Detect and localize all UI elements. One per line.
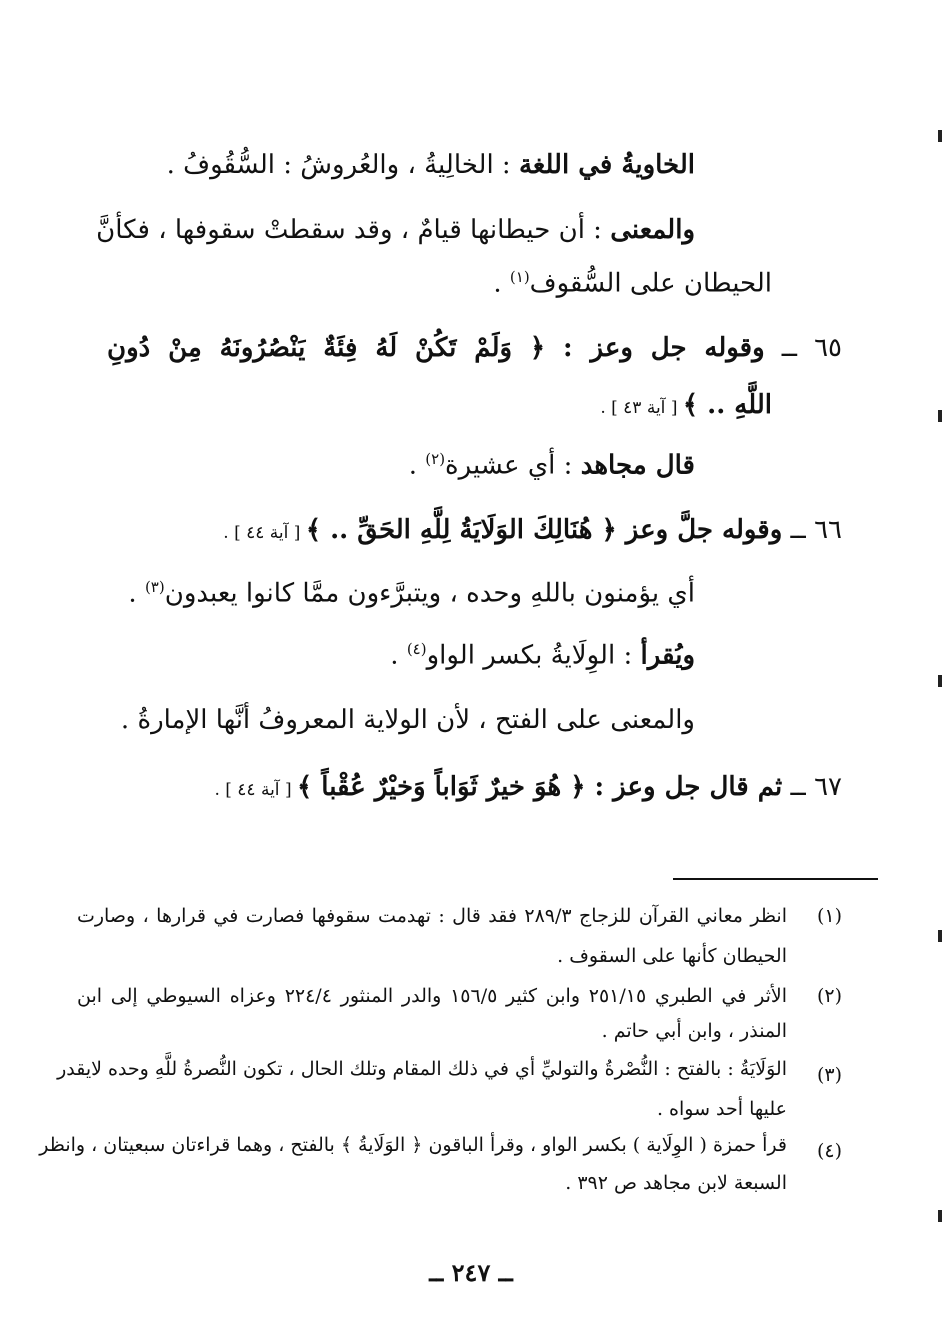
footnote-marker: (١) [816,905,842,927]
verse-entry-67 [214,772,842,802]
footnote-text: المنذر ، وابن أبي حاتم . [601,1020,787,1042]
footnote-2-line-2 [602,1020,787,1042]
meaning-fatha-line [121,705,695,735]
term-heading: الخاويةُ في اللغة [518,150,695,180]
footnote-text: الحيطان كأنها على السقوف . [557,945,787,967]
footnote-marker: (٤) [816,1140,842,1162]
footnote-number-3 [817,1064,842,1086]
footnote-3-line-1 [57,1058,787,1080]
verse-entry-65 [107,333,842,363]
meaning-text: : أن حيطانها قيامٌ ، وقد سقطتْ سقوفها ، فكأنَّ [96,215,611,245]
reading-line [390,640,695,671]
page-number: ــ ٢٤٧ ــ [429,1258,513,1287]
verse-reference: [ آية ٤٤ ] . [223,523,306,543]
footnote-number-1 [817,905,842,927]
footnote-text: السبعة لابن مجاهد ص ٣٩٢ . [565,1172,787,1194]
sentence-end: . [408,450,426,481]
sentence-end: . [128,578,145,609]
entry-number: ٦٥ ــ [764,333,842,363]
scan-edge-mark [938,675,942,687]
meaning-continuation [493,268,772,299]
quran-verse: ثم قال جل وعز : ﴿ هُوَ خيرٌ ثَوَاباً وَخيْرٌ عُقْباً ﴾ [296,772,783,802]
explanation-line [128,578,695,609]
entry-number: ٦٧ ــ [782,772,842,802]
explanation-text: أي يؤمنون باللهِ وحده ، ويتبرَّءون ممَّا كانوا يعبدون [164,578,695,609]
quran-verse-end: اللَّهِ .. ﴾ [682,390,772,420]
verse-reference: [ آية ٤٤ ] . [214,780,297,800]
mujahid-line [409,450,695,481]
footnote-ref-1: (١) [509,268,530,286]
footnote-number-4 [817,1140,842,1162]
meaning-line [96,215,695,245]
footnote-4-line-1 [39,1134,787,1156]
reading-heading: ويُقرأ [640,640,695,671]
scan-edge-mark [938,930,942,942]
footnote-text: انظر معاني القرآن للزجاج ٢٨٩/٣ فقد قال : تهدمت سقوفها فصارت في قرارها ، وصارت [77,905,787,927]
entry-number: ٦٦ ــ [782,515,842,545]
reading-text: : الوِلَايةُ بكسر الواو [426,640,641,671]
footnote-number-2 [817,985,842,1007]
meaning-fatha-text: والمعنى على الفتح ، لأن الولاية المعروفُ أنَّها الإمارةُ . [120,705,695,735]
footnote-ref-4: (٤) [406,640,427,658]
footnote-ref-2: (٢) [425,450,446,468]
footnote-text: عليها أحد سواه . [656,1098,787,1120]
meaning-heading: والمعنى [610,215,695,245]
footnote-marker: (٢) [816,985,842,1007]
scan-edge-mark [938,410,942,422]
sentence-end: . [390,640,407,671]
footnote-text: قرأ حمزة ( الوِلَاية ) بكسر الواو ، وقرأ الباقون ﴿ الوَلَايةُ ﴾ بالفتح ، وهما قراءتان سبعيتان ، وانظر [39,1134,787,1156]
footnote-ref-3: (٣) [144,578,165,596]
footnote-4-line-2 [565,1172,787,1194]
footnote-marker: (٣) [816,1064,842,1086]
definition-line [167,150,695,180]
footnote-text: الأثر في الطبري ٢٥١/١٥ وابن كثير ١٥٦/٥ والدر المنثور ٢٢٤/٤ وعزاه السيوطي إلى ابن [77,985,787,1007]
footnote-text: الوَلَايَةُ : بالفتح : النُّصْرةُ والتوليِّ أي في ذلك المقام وتلك الحال ، تكون النُّصرةُ للَّهِ وحده لايقدر [57,1058,787,1080]
footnote-1-line-1 [77,905,787,927]
footnote-3-line-2 [657,1098,787,1120]
meaning-text-continued: الحيطان على السُّقوف [529,268,772,299]
quran-verse: وقوله جل وعز : ﴿ وَلَمْ تَكُنْ لَهُ فِئَةٌ يَنْصُرُونَهُ مِنْ دُونِ [107,333,765,363]
definition-text: : الخالِيةُ ، والعُروشُ : السُّقُوفُ . [166,150,519,180]
scan-edge-mark [938,130,942,142]
footnote-separator [673,878,878,880]
verse-entry-65-continued [600,390,772,420]
footnote-2-line-1 [77,985,787,1007]
verse-reference: [ آية ٤٣ ] . [600,398,683,418]
quran-verse: وقوله جلَّ وعز ﴿ هُنَالِكَ الوَلَايَةُ لِلَّهِ الحَقِّ .. ﴾ [305,515,783,545]
narrator-heading: قال مجاهد [580,450,695,481]
footnote-1-line-2 [557,945,787,967]
sentence-end: . [493,268,510,299]
verse-entry-66 [223,515,842,545]
narrator-text: : أي عشيرة [445,450,581,481]
scan-edge-mark [938,1210,942,1222]
